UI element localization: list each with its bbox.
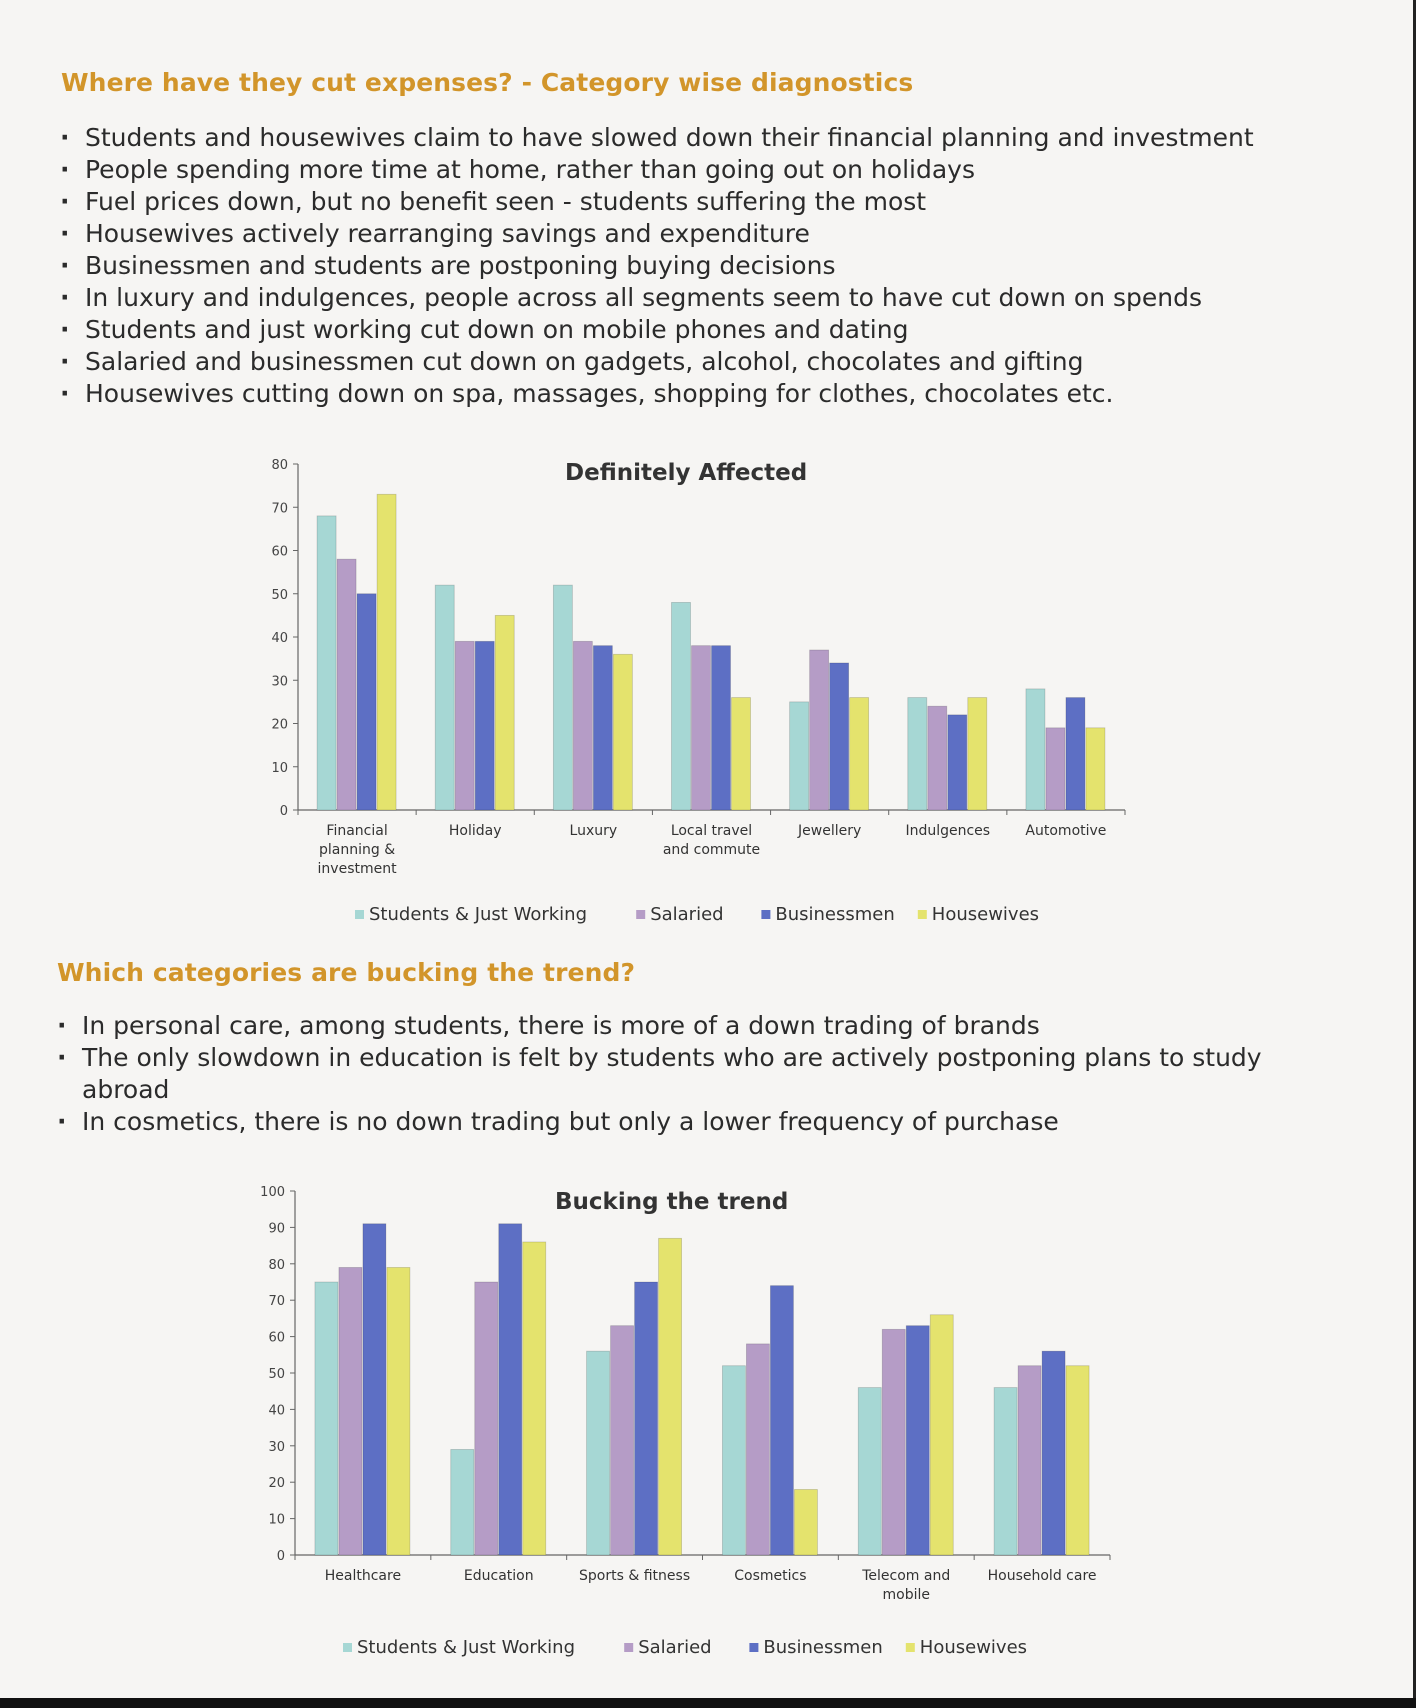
- category-label: Telecom and: [862, 1568, 951, 1584]
- category-label: Healthcare: [324, 1568, 402, 1584]
- section-heading: Where have they cut expenses? - Category wise diagnostics: [61, 68, 914, 97]
- bar: [435, 585, 454, 810]
- y-tick-label: 10: [271, 760, 288, 776]
- bar: [692, 646, 711, 810]
- bar: [1066, 1366, 1089, 1555]
- category-label: Local travel: [670, 823, 753, 839]
- bullet-item: · In luxury and indulgences, people across all segments seem to have cut down on spends: [60, 282, 1340, 314]
- bullet-item: · Salaried and businessmen cut down on gadgets, alcohol, chocolates and gifting: [60, 346, 1340, 378]
- bar: [553, 585, 572, 810]
- bar: [906, 1326, 929, 1555]
- legend-swatch: [636, 910, 645, 919]
- category-label: Indulgences: [905, 823, 991, 839]
- bucking-the-trend-chart: [230, 1175, 1150, 1679]
- bullet-item: · Students and housewives claim to have slowed down their financial planning and investment: [60, 122, 1340, 154]
- definitely-affected-chart: [230, 440, 1150, 934]
- y-tick-label: 20: [268, 1476, 285, 1492]
- bar: [810, 650, 829, 810]
- y-tick-label: 50: [271, 587, 288, 603]
- bar: [882, 1329, 905, 1555]
- category-label: and commute: [662, 842, 761, 858]
- bar: [317, 516, 336, 810]
- y-tick-label: 80: [271, 458, 288, 473]
- y-tick-label: 20: [271, 717, 288, 733]
- legend-label: Housewives: [919, 1637, 1028, 1658]
- bar: [1042, 1351, 1065, 1555]
- bar: [930, 1315, 953, 1555]
- bar: [451, 1449, 474, 1555]
- bar: [1026, 689, 1045, 810]
- bullet-item: · Housewives actively rearranging savings and expenditure: [60, 218, 1340, 250]
- y-tick-label: 70: [268, 1294, 285, 1310]
- legend-label: Businessmen: [763, 1637, 883, 1658]
- section-heading: Which categories are bucking the trend?: [57, 958, 636, 987]
- bar: [357, 594, 376, 810]
- bar: [1086, 728, 1105, 810]
- bar: [611, 1326, 634, 1555]
- bar: [794, 1489, 817, 1555]
- bar: [948, 715, 967, 810]
- bar: [1066, 698, 1085, 810]
- legend-swatch: [761, 910, 770, 919]
- bar: [587, 1351, 610, 1555]
- bar: [712, 646, 731, 810]
- y-tick-label: 0: [279, 804, 288, 819]
- bar: [363, 1224, 386, 1555]
- legend-label: Businessmen: [775, 904, 895, 925]
- y-tick-label: 40: [268, 1403, 285, 1419]
- legend-swatch: [749, 1643, 758, 1652]
- bar: [495, 615, 514, 810]
- bar: [722, 1366, 745, 1555]
- bullet-item: · Students and just working cut down on mobile phones and dating: [60, 314, 1340, 346]
- category-label: Education: [463, 1568, 534, 1584]
- bar: [850, 698, 869, 810]
- legend-swatch: [343, 1643, 352, 1652]
- bar: [908, 698, 927, 810]
- bar: [770, 1286, 793, 1555]
- bar: [377, 494, 396, 810]
- chart-title: Bucking the trend: [555, 1189, 789, 1215]
- bar: [672, 602, 691, 810]
- chart-svg: [230, 1175, 1150, 1675]
- legend-swatch: [918, 910, 927, 919]
- category-label: investment: [317, 861, 397, 877]
- legend-label: Students & Just Working: [369, 904, 588, 925]
- category-label: Jewellery: [798, 823, 862, 839]
- bar: [475, 1282, 498, 1555]
- bar: [455, 641, 474, 810]
- bar: [613, 654, 632, 810]
- bar: [593, 646, 612, 810]
- bar: [858, 1388, 881, 1555]
- bar: [968, 698, 987, 810]
- y-tick-label: 80: [268, 1257, 285, 1273]
- bar: [387, 1267, 410, 1555]
- bar: [1018, 1366, 1041, 1555]
- bullet-item: · In personal care, among students, there is more of a down trading of brands: [57, 1010, 1297, 1042]
- y-tick-label: 100: [260, 1185, 285, 1200]
- legend-swatch: [906, 1643, 915, 1652]
- bar: [790, 702, 809, 810]
- legend-label: Students & Just Working: [357, 1637, 576, 1658]
- bar: [1046, 728, 1065, 810]
- chart-svg: [230, 440, 1150, 930]
- category-label: Financial: [326, 823, 388, 839]
- y-tick-label: 0: [276, 1549, 285, 1564]
- bullet-list: [60, 122, 1340, 410]
- legend-swatch: [624, 1643, 633, 1652]
- bar: [315, 1282, 338, 1555]
- bullet-list: [57, 1010, 1297, 1138]
- category-label: planning &: [319, 842, 396, 858]
- bar: [830, 663, 849, 810]
- bullet-item: · Housewives cutting down on spa, massages, shopping for clothes, chocolates etc.: [60, 378, 1340, 410]
- legend-label: Housewives: [931, 904, 1040, 925]
- y-tick-label: 60: [268, 1330, 285, 1346]
- y-tick-label: 10: [268, 1512, 285, 1528]
- y-tick-label: 50: [268, 1367, 285, 1382]
- legend-label: Salaried: [638, 1637, 712, 1658]
- bar: [928, 706, 947, 810]
- bar: [523, 1242, 546, 1555]
- y-tick-label: 30: [268, 1439, 285, 1455]
- bar: [499, 1224, 522, 1555]
- chart-title: Definitely Affected: [565, 460, 808, 486]
- bar: [635, 1282, 658, 1555]
- bar: [337, 559, 356, 810]
- bar: [732, 698, 751, 810]
- bullet-item: · Businessmen and students are postponing buying decisions: [60, 250, 1340, 282]
- category-label: Luxury: [569, 823, 618, 839]
- category-label: mobile: [882, 1587, 930, 1603]
- category-label: Household care: [987, 1568, 1097, 1584]
- category-label: Sports & fitness: [579, 1568, 691, 1584]
- category-label: Automotive: [1025, 823, 1107, 839]
- category-label: Holiday: [448, 823, 502, 839]
- bar: [573, 641, 592, 810]
- category-label: Cosmetics: [734, 1568, 807, 1584]
- bar: [994, 1388, 1017, 1555]
- y-tick-label: 90: [268, 1221, 285, 1237]
- legend-swatch: [355, 910, 364, 919]
- bar: [746, 1344, 769, 1555]
- y-tick-label: 40: [271, 631, 288, 646]
- bullet-item: · People spending more time at home, rather than going out on holidays: [60, 154, 1340, 186]
- y-tick-label: 70: [271, 501, 288, 517]
- bullet-item: · Fuel prices down, but no benefit seen - students suffering the most: [60, 186, 1340, 218]
- legend-label: Salaried: [650, 904, 724, 925]
- bullet-item: · The only slowdown in education is felt by students who are actively postponing plans to study abroad: [57, 1042, 1297, 1106]
- bullet-item: · In cosmetics, there is no down trading but only a lower frequency of purchase: [57, 1106, 1297, 1138]
- y-tick-label: 60: [271, 544, 288, 560]
- bar: [475, 641, 494, 810]
- bar: [659, 1238, 682, 1555]
- page-edge: [0, 1698, 1416, 1708]
- y-tick-label: 30: [271, 674, 288, 690]
- bar: [339, 1267, 362, 1555]
